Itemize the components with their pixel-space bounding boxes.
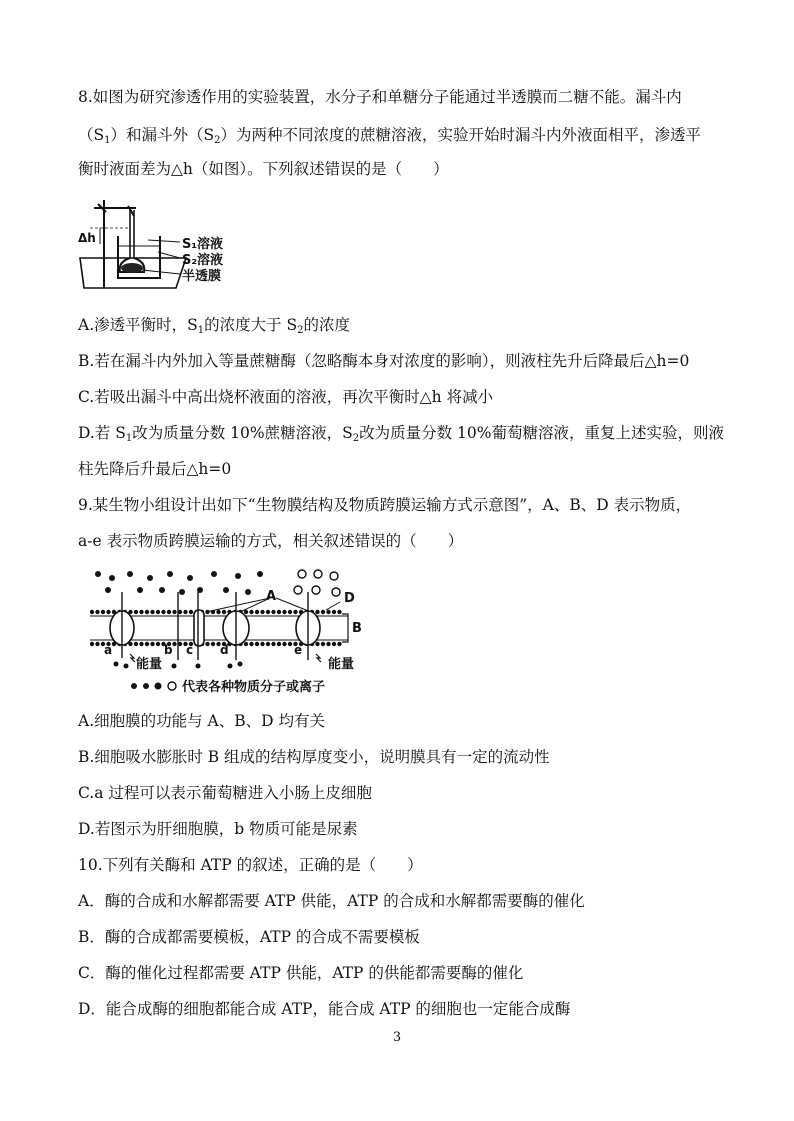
q8-option-c: C.若吸出漏斗中高出烧杯液面的溶液，再次平衡时△h 将减小 — [78, 388, 494, 406]
q9-option-d: D.若图示为肝细胞膜，b 物质可能是尿素 — [78, 820, 358, 838]
phospholipid-head — [145, 642, 149, 646]
phospholipid-head — [249, 610, 253, 614]
phospholipid-head — [161, 610, 165, 614]
q9-option-c: C.a 过程可以表示葡萄糖进入小肠上皮细胞 — [78, 784, 372, 802]
phospholipid-head — [332, 610, 336, 614]
label-D: D — [344, 591, 355, 606]
energy-label-2: 能量 — [328, 657, 355, 672]
phospholipid-head — [95, 642, 99, 646]
phospholipid-head — [249, 642, 253, 646]
label-d: d — [220, 643, 229, 657]
phospholipid-head — [95, 610, 99, 614]
phospholipid-head — [255, 642, 259, 646]
phospholipid-head — [205, 642, 209, 646]
phospholipid-head — [167, 610, 171, 614]
phospholipid-head — [271, 610, 275, 614]
label-A: A — [266, 589, 277, 604]
phospholipid-head — [101, 610, 105, 614]
phospholipid-head — [277, 610, 281, 614]
label-a: a — [104, 643, 113, 657]
phospholipid-head — [260, 610, 264, 614]
phospholipid-head — [288, 642, 292, 646]
q10-option-b: B．酶的合成都需要模板，ATP 的合成不需要模板 — [78, 928, 420, 946]
phospholipid-head — [156, 642, 160, 646]
q8-option-d-line2: 柱先降后升最后△h=0 — [78, 460, 232, 478]
q9-option-b: B.细胞吸水膨胀时 B 组成的结构厚度变小，说明膜具有一定的流动性 — [78, 748, 550, 766]
phospholipid-head — [293, 610, 297, 614]
q8-option-a: A.渗透平衡时，$S_1$的浓度大于 $S_2$的浓度 — [78, 316, 351, 336]
phospholipid-head — [321, 610, 325, 614]
phospholipid-head — [139, 642, 143, 646]
phospholipid-head — [139, 610, 143, 614]
q8-option-d: D.若 $S_1$改为质量分数 10%蔗糖溶液，$S_2$改为质量分数 10%葡萄糖溶液，重复上述实验，则液 — [78, 424, 724, 444]
phospholipid-head — [321, 642, 325, 646]
q8-stem-line3: 衡时液面差为△h（如图）。下列叙述错误的是（ ） — [78, 160, 449, 178]
label-c: c — [186, 643, 194, 657]
membrane-label: 半透膜 — [182, 269, 222, 284]
phospholipid-head — [134, 610, 138, 614]
phospholipid-head — [326, 642, 330, 646]
phospholipid-head — [211, 642, 215, 646]
dh-label: Δh — [78, 231, 96, 245]
q8-stem-line2: $(S_1)$和漏斗外$(S_2)$为两种不同浓度的蔗糖溶液，实验开始时漏斗内外液面相平，渗透平 — [78, 126, 702, 146]
legend-text: 代表各种物质分子或离子 — [182, 680, 326, 695]
phospholipid-head — [183, 610, 187, 614]
phospholipid-head — [282, 642, 286, 646]
energy-label-1: 能量 — [136, 657, 163, 672]
page-number: 3 — [392, 1030, 402, 1045]
phospholipid-head — [145, 610, 149, 614]
phospholipid-head — [337, 642, 341, 646]
phospholipid-head — [172, 610, 176, 614]
q9-stem-line2: a-e 表示物质跨膜运输的方式，相关叙述错误的（ ） — [78, 532, 464, 550]
q8-stem-line1: 8.如图为研究渗透作用的实验装置，水分子和单糖分子能通过半透膜而二糖不能。漏斗内 — [78, 88, 682, 106]
membrane-transport-figure — [90, 568, 390, 696]
s2-solution-label: S₂溶液 — [182, 253, 224, 268]
q10-stem: 10.下列有关酶和 ATP 的叙述，正确的是（ ） — [78, 856, 423, 874]
phospholipid-head — [106, 610, 110, 614]
phospholipid-head — [222, 610, 226, 614]
q10-option-c: C．酶的催化过程都需要 ATP 供能，ATP 的供能都需要酶的催化 — [78, 964, 524, 982]
phospholipid-head — [288, 610, 292, 614]
phospholipid-head — [271, 642, 275, 646]
phospholipid-head — [315, 610, 319, 614]
q9-option-a: A.细胞膜的功能与 A、B、D 均有关 — [78, 712, 325, 730]
label-b: b — [164, 643, 173, 657]
phospholipid-head — [332, 642, 336, 646]
phospholipid-head — [266, 642, 270, 646]
phospholipid-head — [282, 610, 286, 614]
phospholipid-head — [326, 610, 330, 614]
phospholipid-head — [90, 610, 94, 614]
phospholipid-head — [337, 610, 341, 614]
q10-option-a: A．酶的合成和水解都需要 ATP 供能，ATP 的合成和水解都需要酶的催化 — [78, 892, 585, 910]
label-e: e — [294, 643, 303, 657]
phospholipid-head — [260, 642, 264, 646]
s1-solution-label: S₁溶液 — [182, 237, 224, 252]
phospholipid-head — [150, 642, 154, 646]
phospholipid-head — [189, 610, 193, 614]
phospholipid-head — [255, 610, 259, 614]
phospholipid-head — [216, 610, 220, 614]
phospholipid-head — [315, 642, 319, 646]
phospholipid-head — [150, 610, 154, 614]
phospholipid-head — [244, 642, 248, 646]
phospholipid-head — [172, 642, 176, 646]
phospholipid-head — [266, 610, 270, 614]
phospholipid-head — [277, 642, 281, 646]
phospholipid-head — [156, 610, 160, 614]
osmosis-apparatus-figure — [76, 196, 266, 296]
q9-stem-line1: 9.某生物小组设计出如下“生物膜结构及物质跨膜运输方式示意图”，A、B、D 表示物质， — [78, 496, 692, 514]
label-B: B — [352, 621, 362, 636]
q8-option-b: B.若在漏斗内外加入等量蔗糖酶（忽略酶本身对浓度的影响），则液柱先升后降最后△h=0 — [78, 352, 690, 370]
q10-option-d: D．能合成酶的细胞都能合成 ATP，能合成 ATP 的细胞也一定能合成酶 — [78, 1000, 571, 1018]
phospholipid-head — [134, 642, 138, 646]
phospholipid-head — [90, 642, 94, 646]
